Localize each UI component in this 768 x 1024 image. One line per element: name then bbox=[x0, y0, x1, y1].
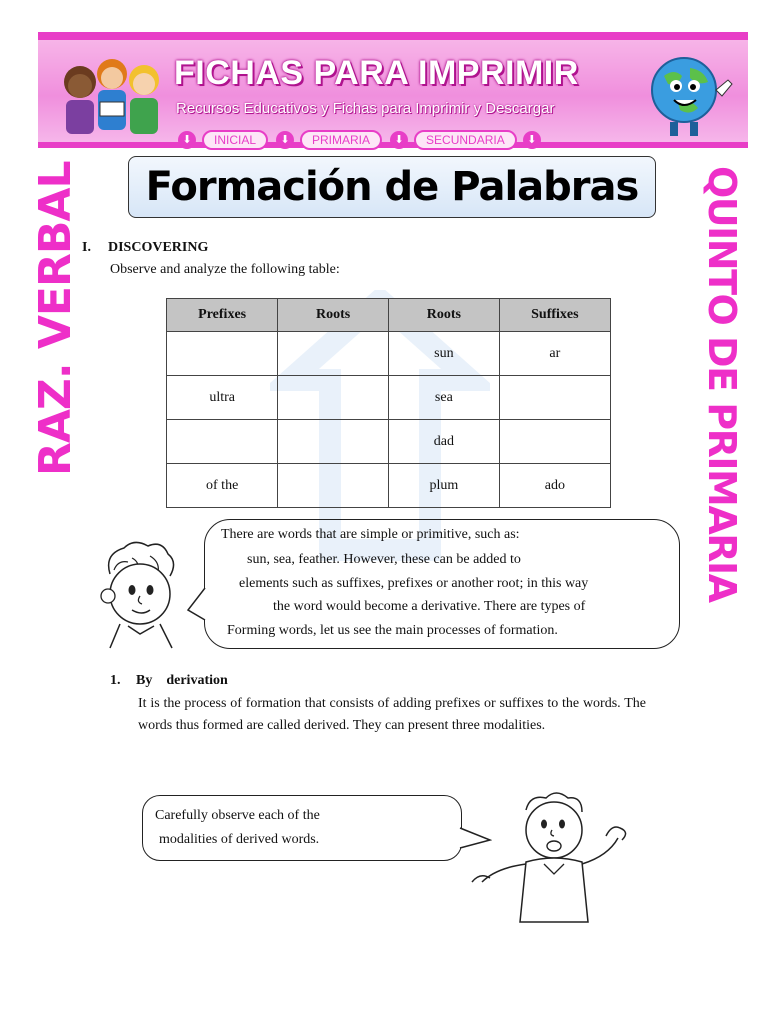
page-title: Formación de Palabras bbox=[145, 164, 639, 210]
word-formation-table bbox=[166, 298, 611, 508]
table-header-cell: Roots bbox=[389, 299, 500, 332]
bubble-line: Forming words, let us see the main processes of formation. bbox=[227, 623, 558, 638]
arrow-down-icon: ⬇ bbox=[276, 131, 294, 149]
level-label: SECUNDARIA bbox=[414, 130, 517, 150]
level-label: PRIMARIA bbox=[300, 130, 382, 150]
globe-mascot-icon bbox=[638, 46, 738, 146]
bubble-line: sun, sea, feather. However, these can be added to bbox=[247, 552, 521, 567]
table-row bbox=[167, 376, 611, 420]
table-header-cell: Prefixes bbox=[167, 299, 278, 332]
section-intro: Observe and analyze the following table: bbox=[110, 262, 340, 277]
table-cell: ado bbox=[499, 464, 610, 508]
section-number: I. bbox=[82, 240, 91, 255]
bubble-line: There are words that are simple or primitive, such as: bbox=[221, 527, 520, 542]
bubble-line: the word would become a derivative. There are types of bbox=[273, 599, 586, 614]
table-header-cell: Roots bbox=[278, 299, 389, 332]
table-cell: plum bbox=[389, 464, 500, 508]
subsection-heading bbox=[110, 673, 228, 689]
bubble-line: elements such as suffixes, prefixes or another root; in this way bbox=[239, 576, 589, 591]
page-title-box bbox=[128, 156, 656, 218]
bubble-tail bbox=[186, 588, 208, 622]
section-title: DISCOVERING bbox=[108, 240, 209, 255]
table-cell: sea bbox=[389, 376, 500, 420]
bubble-line: modalities of derived words. bbox=[159, 832, 320, 847]
table-cell bbox=[499, 376, 610, 420]
arrow-down-icon: ⬇ bbox=[178, 131, 196, 149]
table-row bbox=[167, 332, 611, 376]
boy-thinking-illustration bbox=[92, 540, 196, 650]
table-cell bbox=[167, 420, 278, 464]
bubble-line: Carefully observe each of the bbox=[155, 808, 320, 823]
children-illustration bbox=[50, 50, 170, 144]
banner-title: FICHAS PARA IMPRIMIR bbox=[174, 54, 579, 92]
table-cell bbox=[499, 420, 610, 464]
level-secundaria[interactable] bbox=[390, 130, 541, 150]
table-row bbox=[167, 464, 611, 508]
table-cell bbox=[278, 332, 389, 376]
table-header-row bbox=[167, 299, 611, 332]
header-banner bbox=[38, 32, 748, 148]
speech-bubble-intro bbox=[204, 519, 680, 649]
banner-subtitle: Recursos Educativos y Fichas para Imprimir y Descargar bbox=[176, 100, 555, 117]
speech-bubble-observe bbox=[142, 795, 462, 861]
level-primaria[interactable] bbox=[276, 130, 382, 150]
table-row bbox=[167, 420, 611, 464]
section-heading bbox=[82, 240, 208, 256]
level-links bbox=[178, 130, 541, 150]
subsection-title: By derivation bbox=[136, 673, 228, 688]
boy-shrugging-illustration bbox=[466, 790, 640, 930]
subsection-paragraph: It is the process of formation that consists of adding prefixes or suffixes to the words. The words thus formed are called derived. They can present three modalities. bbox=[138, 696, 646, 733]
table-cell: of the bbox=[167, 464, 278, 508]
table-cell: ultra bbox=[167, 376, 278, 420]
table-header-cell: Suffixes bbox=[499, 299, 610, 332]
side-label-left: RAZ. VERBAL bbox=[30, 161, 81, 476]
table-cell bbox=[278, 420, 389, 464]
table-cell bbox=[167, 332, 278, 376]
table-cell: dad bbox=[389, 420, 500, 464]
table-cell bbox=[278, 464, 389, 508]
table-cell: sun bbox=[389, 332, 500, 376]
subsection-number: 1. bbox=[110, 673, 121, 688]
arrow-down-icon: ⬇ bbox=[390, 131, 408, 149]
arrow-down-icon: ⬇ bbox=[523, 131, 541, 149]
side-label-right: QUINTO DE PRIMARIA bbox=[700, 166, 744, 602]
table-cell bbox=[278, 376, 389, 420]
level-inicial[interactable] bbox=[178, 130, 268, 150]
level-label: INICIAL bbox=[202, 130, 268, 150]
table-cell: ar bbox=[499, 332, 610, 376]
